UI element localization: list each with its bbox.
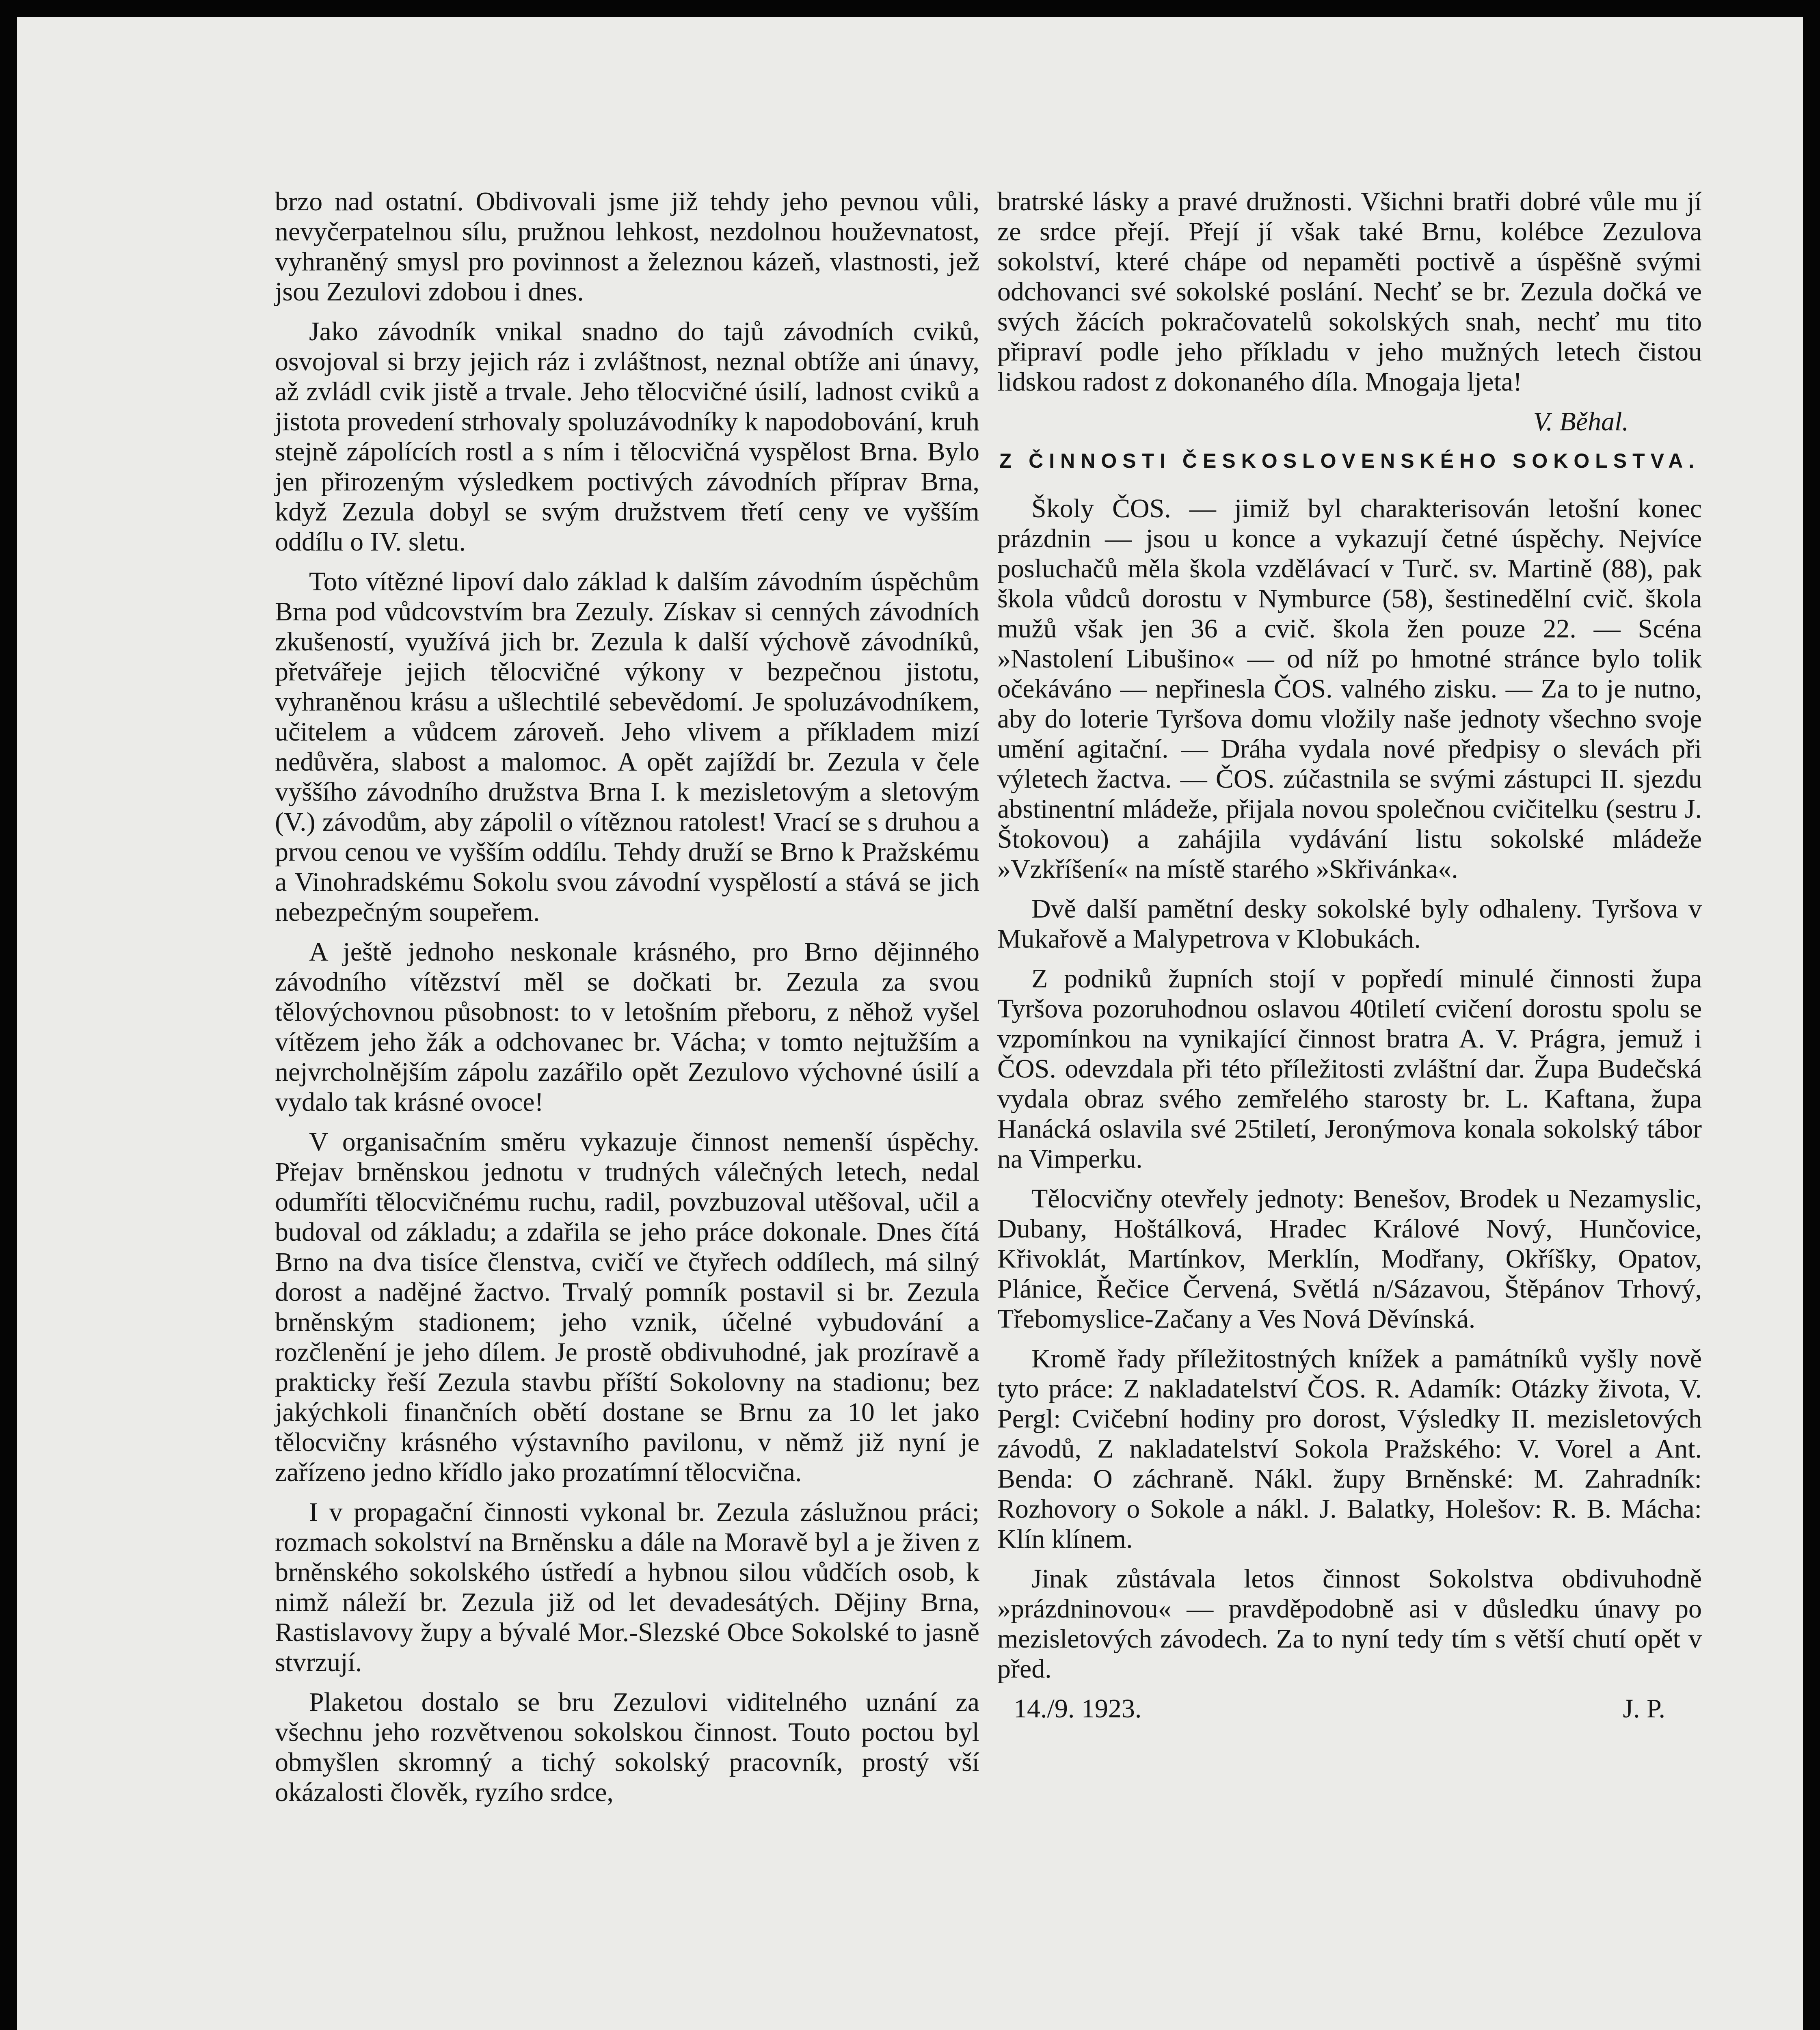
right-paragraph-2: Dvě další pamětní desky sokolské byly odhaleny. Tyršova v Mukařově a Malypetrova v Klobukách. [997,894,1702,954]
page-paper [17,17,1803,2030]
left-paragraph-7: Plaketou dostalo se bru Zezulovi viditelného uznání za všechnu jeho rozvětvenou sokolskou činnost. Touto poctou byl obmyšlen skromný a tichý sokolský pracovník, prostý vší okázalosti člověk, ryzího srdce, [275,1687,979,1807]
left-paragraph-4: A ještě jednoho neskonale krásného, pro Brno dějinného závodního vítězství měl se dočkati br. Zezula za svou tělovýchovnou působnost: to v letošním přeboru, z něhož vyšel vítězem jeho žák a odchovanec br. Vácha; v tomto nejtužším a nejvrcholnějším zápolu zazářilo opět Zezulovo výchovné úsilí a vydalo tak krásné ovoce! [275,937,979,1117]
section-title: Z ČINNOSTI ČESKOSLOVENSKÉHO SOKOLSTVA. [999,449,1700,472]
left-paragraph-3: Toto vítězné lipoví dalo základ k dalším závodním úspěchům Brna pod vůdcovstvím bra Zezuly. Získav si cenných závodních zkušeností, využívá jich br. Zezula k další výchově závodníků, přetvářeje jejich tělocvičné výkony v bezpečnou jistotu, vyhraněnou krásu a ušlechtilé sebevědomí. Je spoluzávodníkem, učitelem a vůdcem zároveň. Jeho vlivem a příkladem mizí nedůvěra, slabost a malomoc. A opět zajíždí br. Zezula v čele vyššího závodního družstva Brna I. k mezisletovým a sletovým (V.) závodům, aby zápolil o vítěznou ratolest! Vrací se s druhou a prvou cenou ve vyšším oddílu. Tehdy druží se Brno k Pražskému a Vinohradskému Sokolu svou závodní vyspělostí a stává se jich nebezpečným soupeřem. [275,567,979,927]
right-column [997,187,1702,1724]
date-line [997,1694,1702,1724]
left-column [275,187,979,1817]
right-paragraph-3: Z podniků župních stojí v popředí minulé činnosti župa Tyršova pozoruhodnou oslavou 40tiletí cvičení dorostu spolu se vzpomínkou na vynikající činnost bratra A. V. Prágra, jemuž i ČOS. odevzdala při této příležitosti zvláštní dar. Župa Budečská vydala obraz svého zemřelého starosty br. L. Kaftana, župa Hanácká oslavila své 25tiletí, Jeronýmova konala sokolský tábor na Vimperku. [997,964,1702,1174]
author-initials: J. P. [1623,1694,1665,1723]
right-paragraph-1: Školy ČOS. — jimiž byl charakterisován letošní konec prázdnin — jsou u konce a vykazují četné úspěchy. Nejvíce posluchačů měla škola vzdělávací v Turč. sv. Martině (88), pak škola vůdců dorostu v Nymburce (58), šestinedělní cvič. škola mužů však jen 36 a cvič. škola žen pouze 22. — Scéna »Nastolení Libušino« — od níž po hmotné stránce bylo tolik očekáváno — nepřinesla ČOS. valného zisku. — Za to je nutno, aby do loterie Tyršova domu vložily naše jednoty všechno svoje umění agitační. — Dráha vydala nové předpisy o slevách při výletech žactva. — ČOS. zúčastnila se svými zástupci II. sjezdu abstinentní mládeže, přijala novou společnou cvičitelku (sestru J. Štokovou) a zahájila vydávání listu sokolské mládeže »Vzkříšení« na místě starého »Skřivánka«. [997,494,1702,884]
left-paragraph-6: I v propagační činnosti vykonal br. Zezula záslužnou práci; rozmach sokolství na Brněnsku a dále na Moravě byl a je živen z brněnského sokolského ústředí a hybnou silou vůdčích osob, k nimž náleží br. Zezula již od let devadesátých. Dějiny Brna, Rastislavovy župy a bývalé Mor.-Slezské Obce Sokolské to jasně stvrzují. [275,1497,979,1677]
signature: V. Běhal. [1533,407,1629,436]
left-paragraph-2: Jako závodník vnikal snadno do tajů závodních cviků, osvojoval si brzy jejich ráz i zvláštnost, neznal obtíže ani únavy, až zvládl cvik jistě a trvale. Jeho tělocvičné úsilí, ladnost cviků a jistota provedení strhovaly spoluzávodníky k napodobování, kruh stejně zápolících rostl a s ním i tělocvičná vyspělost Brna. Bylo jen přirozeným výsledkem poctivých závodních příprav Brna, když Zezula dobyl se svým družstvem třetí ceny ve vyšším oddílu o IV. sletu. [275,317,979,557]
left-paragraph-5: V organisačním směru vykazuje činnost nemenší úspěchy. Přejav brněnskou jednotu v trudných válečných letech, nedal odumříti tělocvičnému ruchu, radil, povzbuzoval utěšoval, učil a budoval od základu; a zdařila se jeho práce dokonale. Dnes čítá Brno na dva tisíce členstva, cvičí ve čtyřech oddílech, má silný dorost a nadějné žactvo. Trvalý pomník postavil si br. Zezula brněnským stadionem; jeho vznik, účelné vybudování a rozčlenění je jeho dílem. Je prostě obdivuhodné, jak prozíravě a prakticky řeší Zezula stavbu příští Sokolovny na stadionu; bez jakýchkoli finančních obětí dostane se Brnu za 10 let jako tělocvičny krásného výstavního pavilonu, v němž již nyní je zařízeno jedno křídlo jako prozatímní tělocvična. [275,1127,979,1487]
left-paragraph-1: brzo nad ostatní. Obdivovali jsme již tehdy jeho pevnou vůli, nevyčerpatelnou sílu, pružnou lehkost, nezdolnou houževnatost, vyhraněný smysl pro povinnost a železnou kázeň, vlastnosti, jež jsou Zezulovi zdobou i dnes. [275,187,979,307]
right-paragraph-6: Jinak zůstávala letos činnost Sokolstva obdivuhodně »prázdninovou« — pravděpodobně asi v důsledku únavy po mezisletových závodech. Za to nyní tedy tím s větší chutí opět v před. [997,1564,1702,1684]
right-intro-paragraph: bratrské lásky a pravé družnosti. Všichni bratři dobré vůle mu jí ze srdce přejí. Přejí jí však také Brnu, kolébce Zezulova sokolství, které chápe od nepaměti poctivě a úspěšně svými odchovanci své sokolské poslání. Nechť se br. Zezula dočká ve svých žácích pokračovatelů sokolských snah, nechť mu tito připraví podle jeho příkladu v jeho mužných letech čistou lidskou radost z dokonaného díla. Mnogaja ljeta! [997,187,1702,397]
right-paragraph-4: Tělocvičny otevřely jednoty: Benešov, Brodek u Nezamyslic, Dubany, Hoštálková, Hradec Králové Nový, Hunčovice, Křivoklát, Martínkov, Merklín, Modřany, Okříšky, Opatov, Plánice, Řečice Červená, Světlá n/Sázavou, Štěpánov Trhový, Třebomyslice-Začany a Ves Nová Děvínská. [997,1184,1702,1334]
date: 14./9. 1923. [1014,1694,1142,1723]
right-paragraph-5: Kromě řady příležitostných knížek a památníků vyšly nově tyto práce: Z nakladatelství ČOS. R. Adamík: Otázky života, V. Pergl: Cvičební hodiny pro dorost, Výsledky II. mezisletových závodů, Z nakladatelství Sokola Pražského: V. Vorel a Ant. Benda: O záchraně. Nákl. župy Brněnské: M. Zahradník: Rozhovory o Sokole a nákl. J. Balatky, Holešov: R. B. Mácha: Klín klínem. [997,1344,1702,1554]
